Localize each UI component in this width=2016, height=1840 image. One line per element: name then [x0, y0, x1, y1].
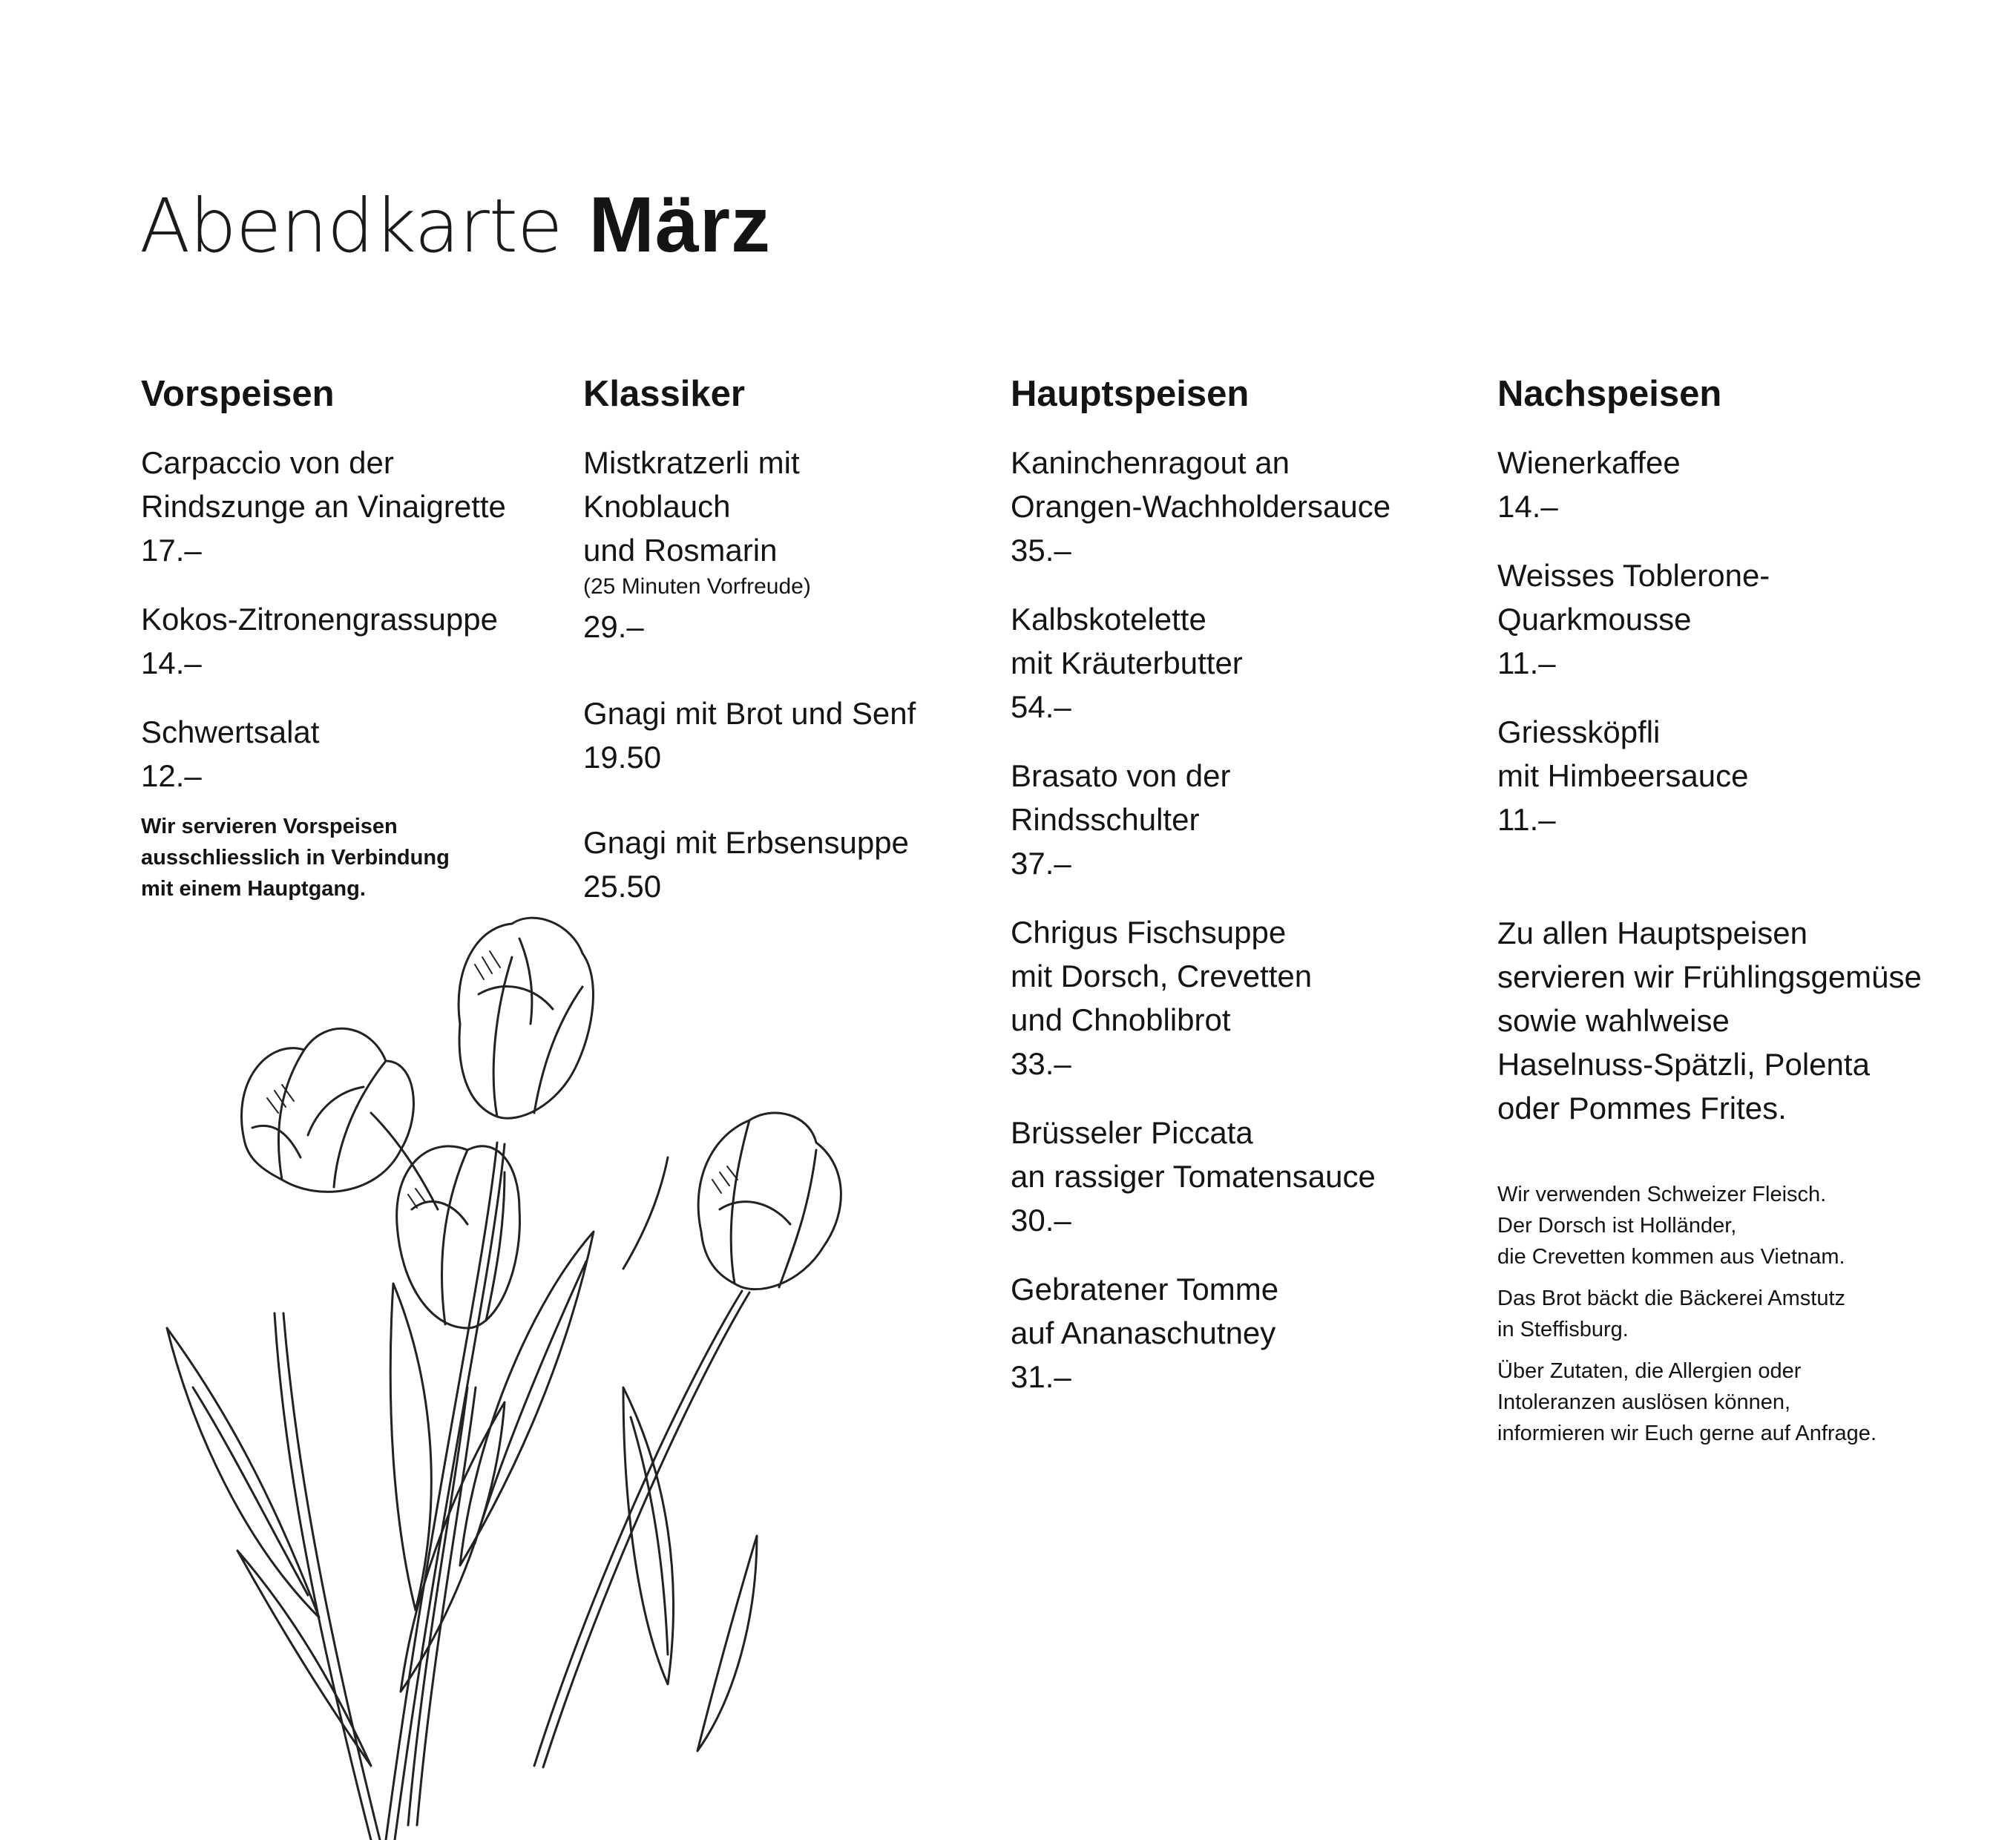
item-name: Gebratener Tomme	[1011, 1272, 1279, 1307]
item-note: (25 Minuten Vorfreude)	[583, 574, 811, 599]
menu-title	[139, 181, 772, 269]
section-vorspeisen	[141, 369, 506, 904]
item-name: Carpaccio von der	[141, 445, 394, 480]
menu-item	[1497, 441, 1922, 528]
item-price: 29.–	[583, 609, 644, 644]
menu-item	[1011, 597, 1390, 729]
title-month: März	[588, 181, 772, 269]
item-name: Brüsseler Piccata	[1011, 1115, 1253, 1150]
item-name: an rassiger Tomatensauce	[1011, 1159, 1376, 1194]
menu-item	[1011, 910, 1390, 1085]
item-price: 11.–	[1497, 645, 1556, 680]
item-name: Rindszunge an Vinaigrette	[141, 489, 506, 524]
item-price: 30.–	[1011, 1203, 1071, 1238]
item-name: mit Kräuterbutter	[1011, 645, 1243, 680]
section-heading: Vorspeisen	[141, 374, 335, 414]
menu-item	[583, 441, 916, 648]
menu-item	[583, 691, 916, 779]
item-name: Mistkratzerli mit	[583, 445, 800, 480]
menu-item	[1011, 1111, 1390, 1242]
vorspeisen-note	[141, 811, 506, 904]
item-name: Wienerkaffee	[1497, 445, 1681, 480]
sides-line: sowie wahlweise	[1497, 1003, 1730, 1038]
section-nachspeisen	[1497, 369, 1922, 1459]
item-price: 11.–	[1497, 802, 1556, 837]
item-price: 14.–	[141, 645, 202, 680]
item-price: 33.–	[1011, 1046, 1071, 1081]
info-paragraph	[1497, 1283, 1922, 1345]
item-name: Kaninchenragout an	[1011, 445, 1290, 480]
item-price: 19.50	[583, 740, 662, 775]
menu-item	[1497, 710, 1922, 841]
info-line: Der Dorsch ist Holländer,	[1497, 1214, 1737, 1238]
section-heading: Klassiker	[583, 374, 745, 414]
item-name: Griessköpfli	[1497, 714, 1661, 749]
title-abendkarte: Abendkarte	[139, 183, 562, 269]
item-name: Gnagi mit Brot und Senf	[583, 696, 916, 731]
sides-line: Zu allen Hauptspeisen	[1497, 916, 1807, 950]
info-line: in Steffisburg.	[1497, 1318, 1629, 1341]
info-line: Intoleranzen auslösen können,	[1497, 1390, 1791, 1414]
item-name: Gnagi mit Erbsensuppe	[583, 825, 909, 860]
item-name: Knoblauch	[583, 489, 731, 524]
menu-item	[141, 441, 506, 572]
item-name: Rindsschulter	[1011, 802, 1200, 837]
item-name: auf Ananaschutney	[1011, 1315, 1276, 1350]
info-line: informieren wir Euch gerne auf Anfrage.	[1497, 1422, 1877, 1445]
tulip-bouquet-icon	[148, 913, 890, 1840]
menu-item	[1011, 1267, 1390, 1399]
item-name: mit Dorsch, Crevetten	[1011, 959, 1313, 993]
sides-line: oder Pommes Frites.	[1497, 1091, 1787, 1126]
menu-item	[1011, 754, 1390, 885]
item-name: mit Himbeersauce	[1497, 758, 1749, 793]
item-name: Brasato von der	[1011, 758, 1231, 793]
menu-item	[141, 710, 506, 798]
item-price: 35.–	[1011, 533, 1071, 568]
item-price: 37.–	[1011, 846, 1071, 881]
section-hauptspeisen	[1011, 369, 1390, 1424]
info-line: Über Zutaten, die Allergien oder	[1497, 1359, 1802, 1383]
item-name: Weisses Toblerone-	[1497, 558, 1770, 593]
item-name: Schwertsalat	[141, 714, 320, 749]
section-heading: Hauptspeisen	[1011, 374, 1250, 414]
menu-item	[583, 821, 916, 908]
item-name: und Chnoblibrot	[1011, 1002, 1231, 1037]
item-price: 17.–	[141, 533, 202, 568]
origin-info	[1497, 1179, 1922, 1449]
section-klassiker	[583, 369, 916, 933]
item-price: 14.–	[1497, 489, 1558, 524]
item-price: 25.50	[583, 869, 662, 904]
info-line: die Crevetten kommen aus Vietnam.	[1497, 1245, 1845, 1269]
info-line: Das Brot bäckt die Bäckerei Amstutz	[1497, 1287, 1846, 1310]
info-paragraph	[1497, 1356, 1922, 1449]
item-price: 31.–	[1011, 1359, 1071, 1394]
item-price: 12.–	[141, 758, 202, 793]
sides-line: servieren wir Frühlingsgemüse	[1497, 959, 1922, 994]
item-price: 54.–	[1011, 689, 1071, 724]
note-line: Wir servieren Vorspeisen	[141, 815, 398, 838]
note-line: ausschliesslich in Verbindung	[141, 846, 450, 870]
section-heading: Nachspeisen	[1497, 374, 1722, 414]
item-name: Chrigus Fischsuppe	[1011, 915, 1287, 950]
item-name: Kokos-Zitronengrassuppe	[141, 602, 498, 637]
item-name: und Rosmarin	[583, 533, 778, 568]
menu-item	[1497, 553, 1922, 685]
item-name: Quarkmousse	[1497, 602, 1692, 637]
menu-item	[1011, 441, 1390, 572]
item-name: Orangen-Wachholdersauce	[1011, 489, 1391, 524]
note-line: mit einem Hauptgang.	[141, 877, 366, 901]
menu-item	[141, 597, 506, 685]
info-line: Wir verwenden Schweizer Fleisch.	[1497, 1183, 1827, 1206]
info-paragraph	[1497, 1179, 1922, 1272]
sides-line: Haselnuss-Spätzli, Polenta	[1497, 1047, 1870, 1082]
item-name: Kalbskotelette	[1011, 602, 1206, 637]
side-dishes-note	[1497, 911, 1922, 1130]
